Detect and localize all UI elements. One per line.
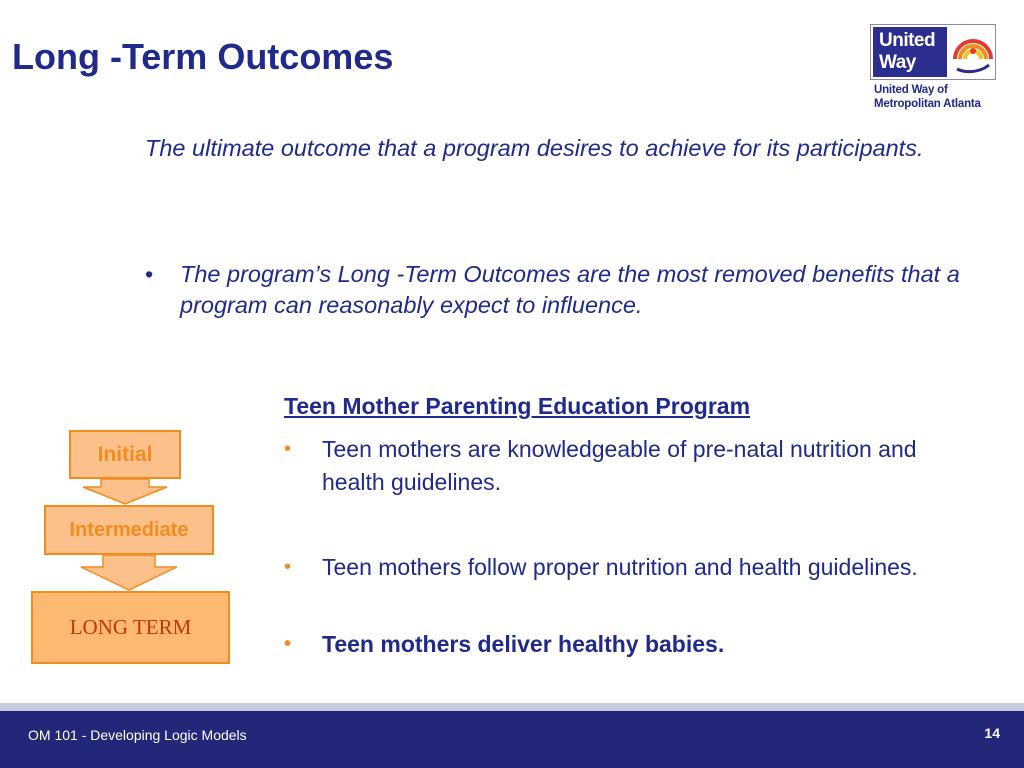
down-arrow-icon [79,479,171,505]
footer-divider [0,703,1024,711]
list-item [284,433,944,499]
bullet-dot: • [284,633,292,655]
bullet-dot: • [284,556,292,578]
list-item-text: Teen mothers deliver healthy babies. [322,631,725,657]
page-number: 14 [984,725,1000,741]
down-arrow-icon [79,555,179,591]
list-item-text: Teen mothers follow proper nutrition and health guidelines. [322,554,918,580]
bullet-dot: • [145,261,154,287]
logo-subtitle-2: Metropolitan Atlanta [874,98,981,110]
footer-bar [0,711,1024,768]
program-outcomes-list [284,433,944,713]
logo-wordmark [873,27,947,77]
bullet-text: The program’s Long -Term Outcomes are the most removed benefits that a program can reasonably expect to influence. [180,261,960,318]
logo-subtitle-1: United Way of [874,84,948,96]
outcome-stages-diagram [0,420,250,680]
logo-line-1: United [879,30,936,51]
footer-text: OM 101 - Developing Logic Models [28,727,247,743]
long-term-bullet [145,259,965,321]
list-item [284,628,944,661]
logo-box [870,24,996,80]
bullet-dot: • [284,438,292,460]
list-item [284,551,944,584]
united-way-logo [870,24,1000,114]
stage-initial: Initial [69,430,181,479]
stage-intermediate: Intermediate [44,505,214,555]
united-way-emblem-icon [951,29,995,77]
program-title: Teen Mother Parenting Education Program [284,393,751,419]
stage-long-term: LONG TERM [31,591,230,664]
list-item-text: Teen mothers are knowledgeable of pre-natal nutrition and health guidelines. [322,436,917,495]
logo-line-2: Way [879,52,916,73]
slide-title: Long -Term Outcomes [12,36,394,77]
intro-text: The ultimate outcome that a program desires to achieve for its participants. [145,135,924,161]
